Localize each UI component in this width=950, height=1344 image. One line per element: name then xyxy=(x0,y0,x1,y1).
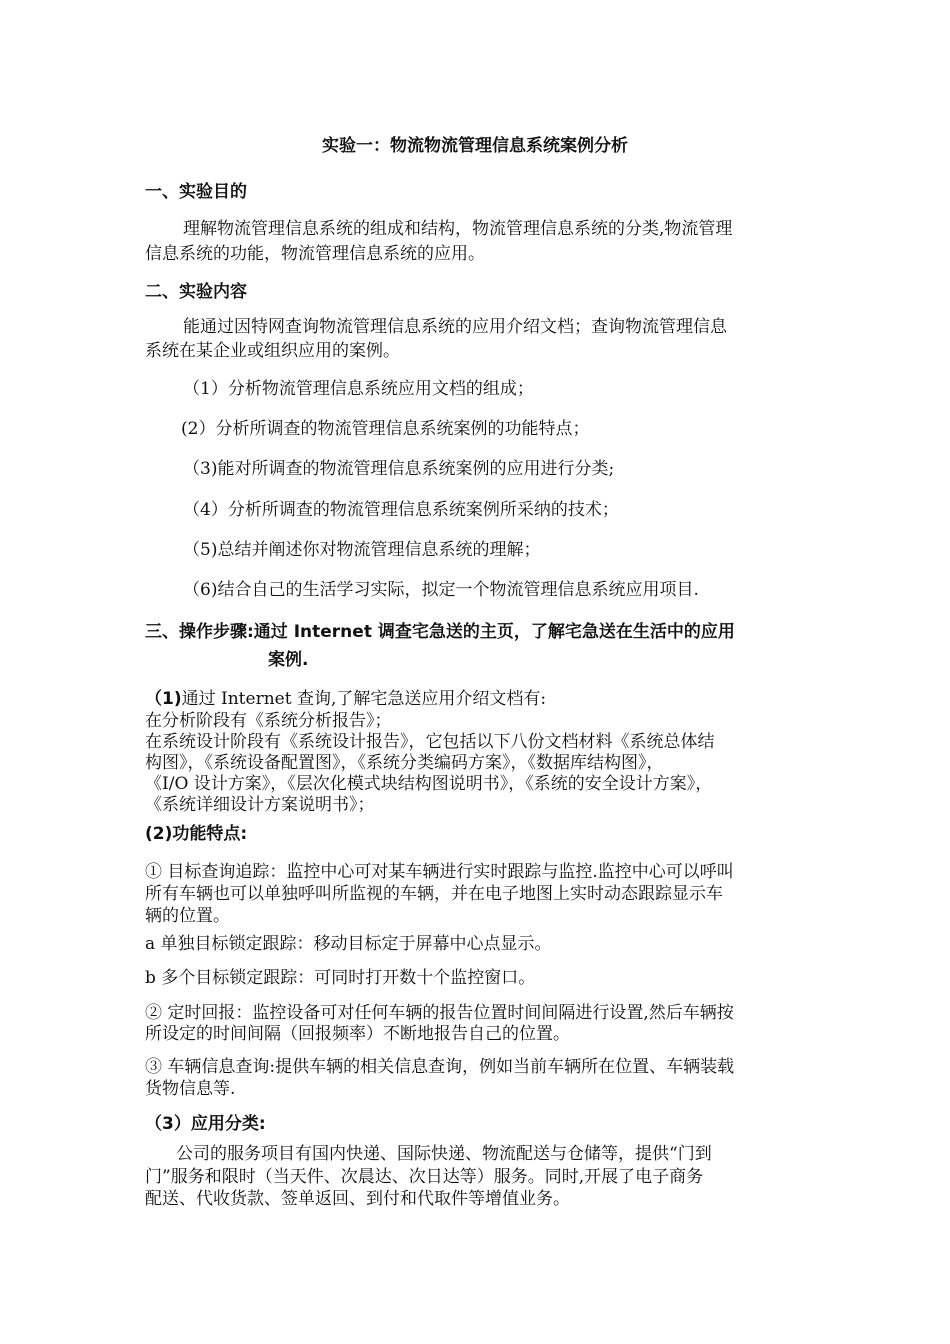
step1-line-4: 构图》，《系统设备配置图》，《系统分类编码方案》，《数据库结构图》， xyxy=(145,753,664,773)
step1-line-3: 在系统设计阶段有《系统设计报告》，它包括以下八份文档材料《系统总体结 xyxy=(145,732,715,752)
step3-line-2: 门”服务和限时（当天件、次晨达、次日达等）服务。同时,开展了电子商务 xyxy=(145,1167,704,1187)
step2-heading: (2)功能特点: xyxy=(145,824,248,844)
feature3-line-1: ③ 车辆信息查询:提供车辆的相关信息查询，例如当前车辆所在位置、车辆装载 xyxy=(145,1057,735,1077)
list-item: （6)结合自己的生活学习实际，拟定一个物流管理信息系统应用项目. xyxy=(183,580,699,600)
content-paragraph-line-1: 能通过因特网查询物流管理信息系统的应用介绍文档；查询物流管理信息 xyxy=(183,317,727,337)
objective-paragraph-line-2: 信息系统的功能，物流管理信息系统的应用。 xyxy=(145,244,485,264)
step1-line-5: 《I/O 设计方案》，《层次化模式块结构图说明书》，《系统的安全设计方案》， xyxy=(145,774,713,794)
list-item: （5)总结并阐述你对物流管理信息系统的理解； xyxy=(183,540,541,560)
document-title: 实验一：物流物流管理信息系统案例分析 xyxy=(322,136,628,156)
section-heading-objective: 一、实验目的 xyxy=(145,182,247,202)
list-item: （4）分析所调查的物流管理信息系统案例所采纳的技术； xyxy=(183,500,619,520)
step1-line-2: 在分析阶段有《系统分析报告》； xyxy=(145,711,392,731)
feature2-line-2: 所设定的时间间隔（回报频率）不断地报告自己的位置。 xyxy=(145,1024,570,1044)
section-heading-steps: 三、操作步骤:通过 Internet 调查宅急送的主页，了解宅急送在生活中的应用 xyxy=(145,622,735,642)
feature3-line-2: 货物信息等. xyxy=(145,1079,236,1099)
step1-label: （1) xyxy=(145,689,182,709)
step3-heading: （3）应用分类: xyxy=(145,1114,266,1134)
step3-line-3: 配送、代收货款、签单返回、到付和代取件等增值业务。 xyxy=(145,1189,570,1209)
feature1-line-3: 辆的位置。 xyxy=(145,906,230,926)
list-item: （3)能对所调查的物流管理信息系统案例的应用进行分类; xyxy=(183,459,615,479)
feature2-line-1: ② 定时回报：监控设备可对任何车辆的报告位置时间间隔进行设置,然后车辆按 xyxy=(145,1003,734,1023)
list-item: （1）分析物流管理信息系统应用文档的组成； xyxy=(183,379,534,399)
feature1-line-1: ① 目标查询追踪：监控中心可对某车辆进行实时跟踪与监控.监控中心可以呼叫 xyxy=(145,862,734,882)
feature1-line-2: 所有车辆也可以单独呼叫所监视的车辆，并在电子地图上实时动态跟踪显示车 xyxy=(145,884,723,904)
section-heading-steps-line-2: 案例. xyxy=(268,650,309,670)
step1-line-6: 《系统详细设计方案说明书》； xyxy=(145,795,375,815)
content-paragraph-line-2: 系统在某企业或组织应用的案例。 xyxy=(145,341,400,361)
feature-b: b 多个目标锁定跟踪：可同时打开数十个监控窗口。 xyxy=(145,968,536,988)
step3-line-1: 公司的服务项目有国内快递、国际快递、物流配送与仓储等，提供“门到 xyxy=(176,1144,712,1164)
feature-a: a 单独目标锁定跟踪：移动目标定于屏幕中心点显示。 xyxy=(145,934,552,954)
step1-line-1 xyxy=(145,688,546,710)
step1-text: 通过 Internet 查询,了解宅急送应用介绍文档有: xyxy=(181,689,547,709)
objective-paragraph-line-1: 理解物流管理信息系统的组成和结构，物流管理信息系统的分类,物流管理 xyxy=(183,219,733,239)
list-item: (2）分析所调查的物流管理信息系统案例的功能特点； xyxy=(181,419,590,439)
section-heading-content: 二、实验内容 xyxy=(145,282,247,302)
